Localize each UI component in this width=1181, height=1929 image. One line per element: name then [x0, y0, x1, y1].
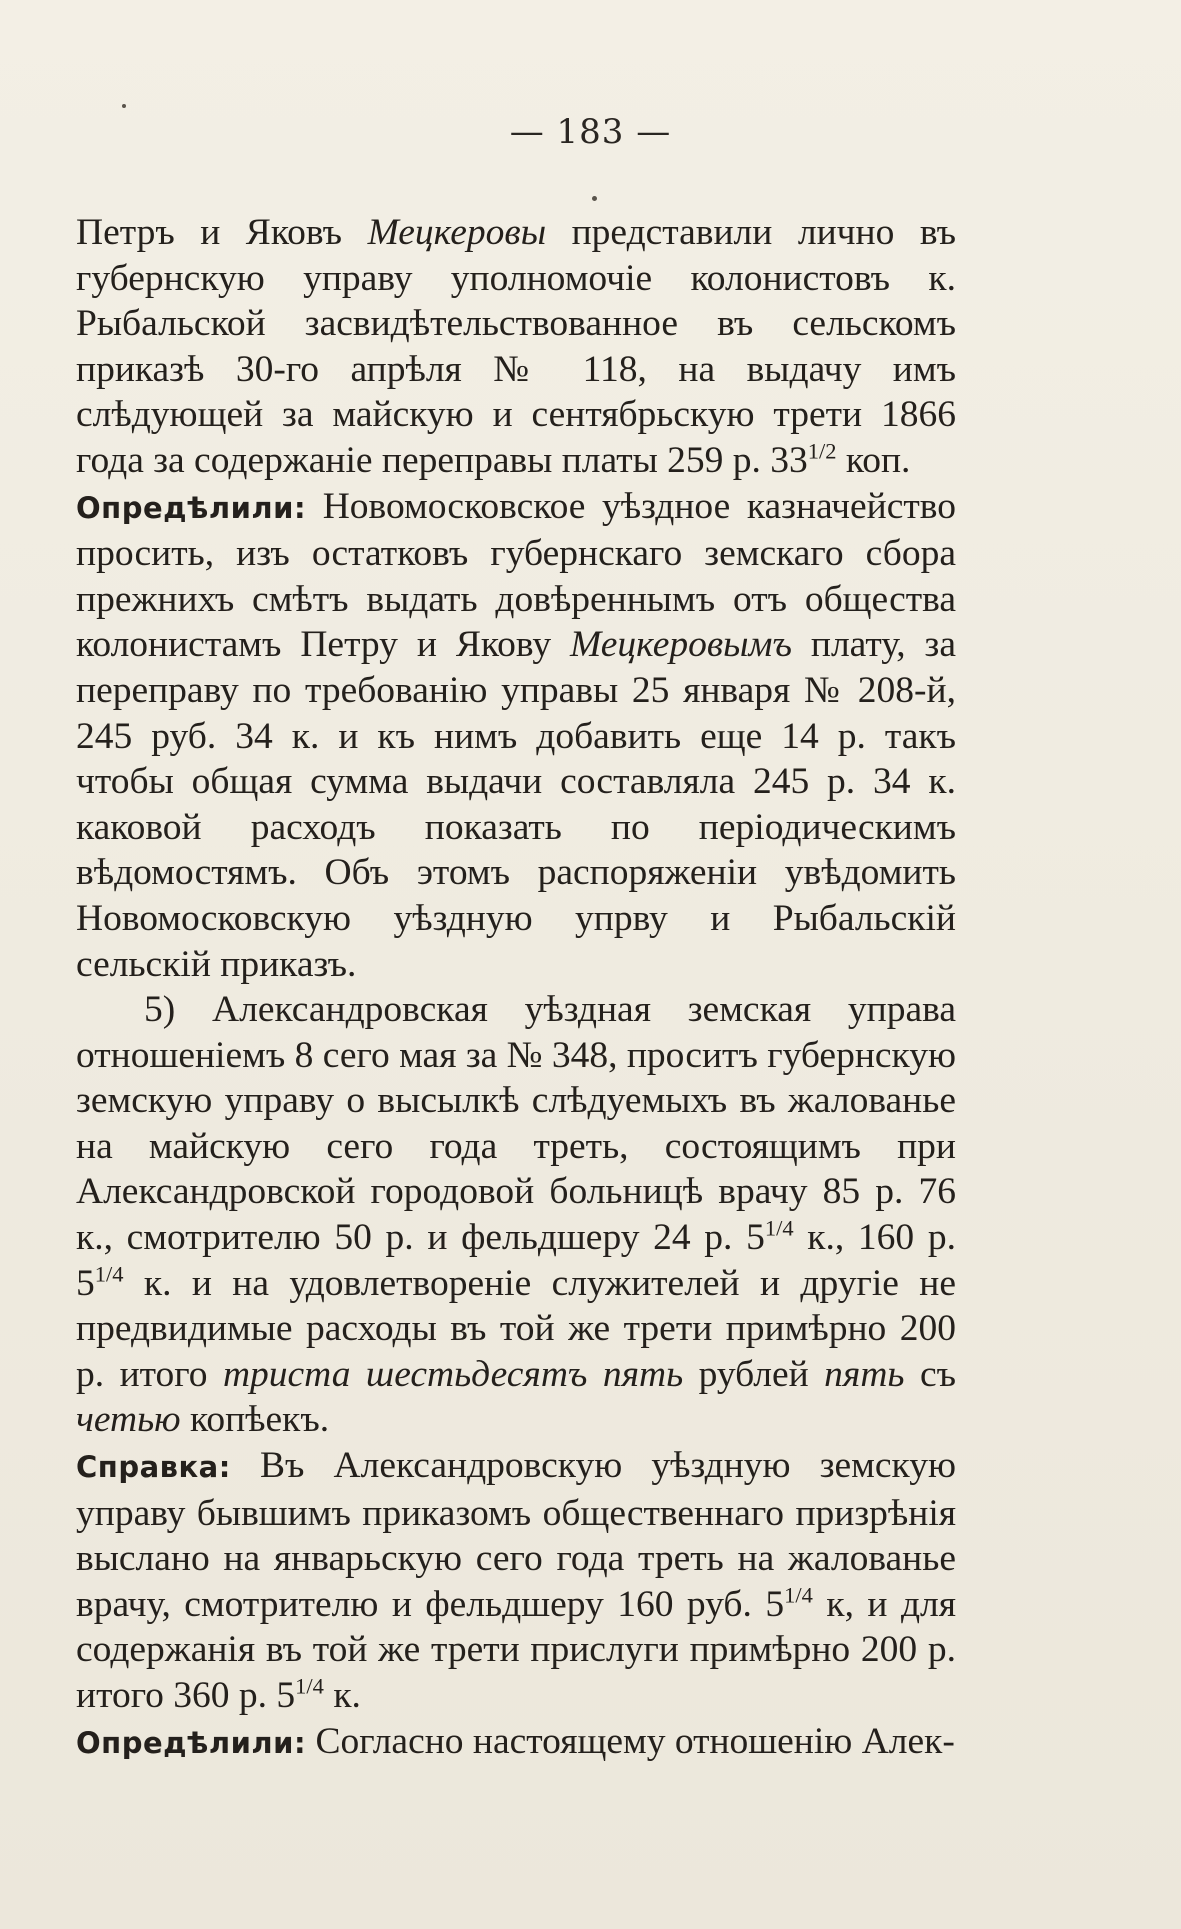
italic-name: триста шестьдесятъ пять — [222, 1353, 684, 1395]
italic-name: Мецкеровы — [367, 212, 547, 253]
text-run: к. — [323, 1675, 361, 1716]
text-run: копѣекъ. — [180, 1399, 330, 1441]
text-run: 5) Александровская уѣздная земская управа отношеніемъ 8 сего мая за № 348, проситъ губернскую земскую управу о высылкѣ слѣдуемыхъ въ жалованье на майскую сего года треть, состоящимъ при Александровской городовой больницѣ врачу 85 р. 76 к., смотрителю 50 р. и фельдшеру 24 р. 5 — [76, 989, 956, 1259]
section-label: Опредѣлили: — [76, 1725, 307, 1760]
text-run: Въ Александровскую уѣздную земскую управу бывшимъ приказомъ общественнаго призрѣнія выслано на январьскую сего года треть на жалованье врачу, смотрителю и фельдшеру 160 руб. 5 — [76, 1445, 956, 1625]
paragraph — [76, 1719, 956, 1767]
page-body-text — [76, 210, 956, 1766]
fraction: 1/4 — [295, 1673, 324, 1699]
print-speck — [122, 104, 126, 108]
paragraph — [76, 1443, 956, 1719]
text-run: представили лично въ губернскую управу уполномочіе колонистовъ к. Рыбальской засвидѣтельствованное въ сельскомъ приказѣ 30-го апрѣля № 118, на выдачу имъ слѣдующей за майскую и сентябрьскую трети 1866 года за содержаніе переправы платы 259 р. 33 — [76, 212, 956, 481]
paragraph — [76, 484, 956, 988]
fraction: 1/4 — [94, 1261, 124, 1287]
text-run: плату, за переправу по требованію управы 25 января № 208-й, 245 руб. 34 к. и къ нимъ добавить еще 14 р. такъ чтобы общая сумма выдачи составляла 245 р. 34 к. каковой расходъ показать по періодическимъ вѣдомостямъ. Объ этомъ распоряженіи увѣдомить Новомосковскую уѣздную упрву и Рыбальскій сельскій приказъ. — [76, 624, 956, 985]
text-run: рублей — [683, 1353, 825, 1395]
italic-name: пять — [824, 1353, 905, 1395]
text-run: Согласно настоящему отношенію Алек- — [306, 1720, 955, 1762]
text-run: к., 160 р. 5 — [76, 1217, 956, 1304]
fraction: 1/2 — [807, 438, 837, 464]
text-run: Петръ и Яковъ — [76, 212, 368, 253]
section-label: Справка: — [76, 1450, 231, 1485]
italic-name: Мецкеровымъ — [570, 624, 792, 666]
fraction: 1/4 — [764, 1215, 794, 1241]
text-run: к, и для содержанія въ той же трети прислуги примѣрно 200 р. итого 360 р. 5 — [76, 1583, 956, 1716]
section-label: Опредѣлили: — [76, 490, 307, 525]
text-run: коп. — [836, 439, 911, 481]
text-run: Новомосковское уѣздное казначейство просить, изъ остатковъ губернскаго земскаго сбора прежнихъ смѣтъ выдать довѣреннымъ отъ общества колонистамъ Петру и Якову — [76, 485, 956, 666]
italic-name: четью — [76, 1399, 181, 1441]
print-speck — [592, 196, 597, 201]
paragraph — [76, 210, 956, 484]
fraction: 1/4 — [784, 1582, 813, 1608]
paragraph — [76, 987, 956, 1443]
page-number: — 183 — — [509, 112, 672, 152]
text-run: к. и на удовлетвореніе служителей и другіе не предвидимые расходы въ той же трети примѣрно 200 р. итого — [76, 1262, 956, 1395]
text-run: съ — [904, 1353, 956, 1395]
